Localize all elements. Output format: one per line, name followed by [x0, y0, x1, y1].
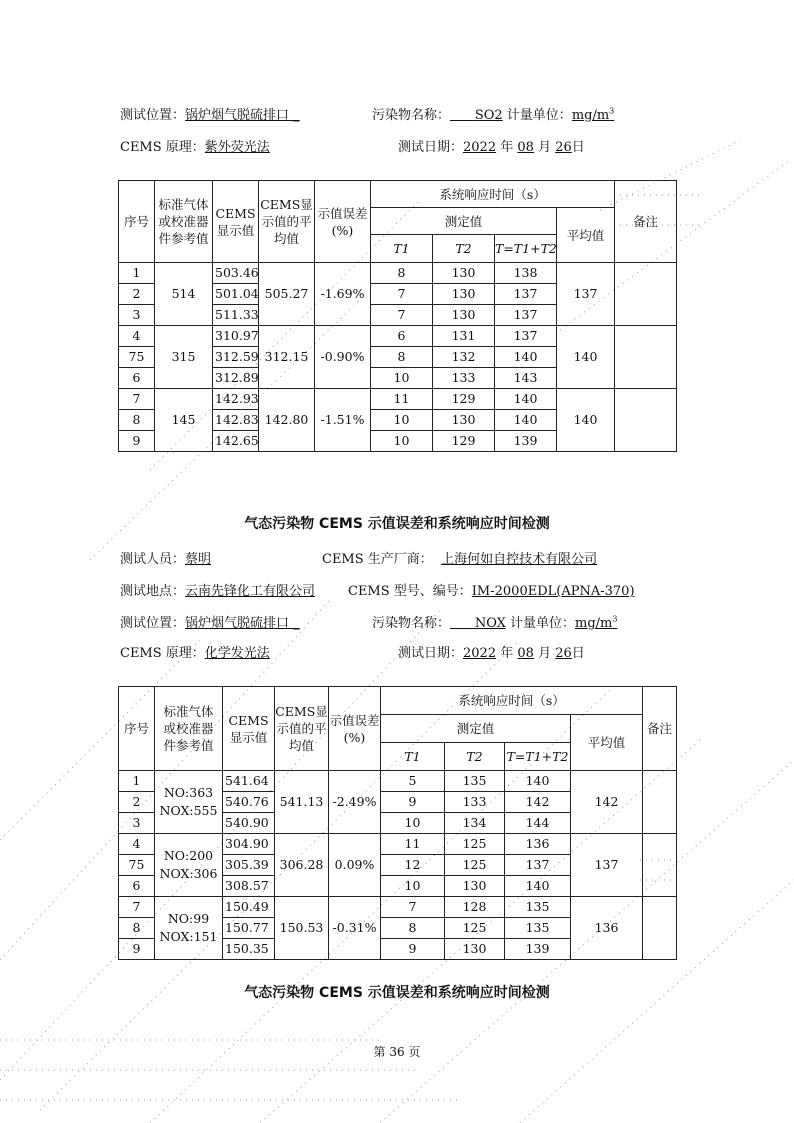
- response-average-value: 142: [571, 771, 643, 834]
- header-response-avg: 平均值: [557, 208, 615, 263]
- reference-value: 145: [155, 389, 213, 452]
- cems-average-value: 312.15: [259, 326, 315, 389]
- page-number: 第 36 页: [373, 1045, 421, 1059]
- cems-display-value: 150.49: [223, 897, 275, 918]
- row-seq: 6: [119, 368, 155, 389]
- table-row: [119, 389, 677, 410]
- indication-error-value: -1.69%: [315, 263, 371, 326]
- remark-cell: [615, 389, 677, 452]
- t2-header-seq: 序号: [119, 687, 155, 771]
- unit-label: 计量单位：: [506, 108, 572, 123]
- row-seq: 75: [119, 347, 155, 368]
- cems-average-value: 142.80: [259, 389, 315, 452]
- reference-value: [155, 834, 223, 897]
- header-error: 示值误差(%): [315, 181, 371, 263]
- t2-header-error: 示值误差(%): [329, 687, 381, 771]
- t2-header-cems-avg: CEMS显示值的平均值: [275, 687, 329, 771]
- so2-results-table: [118, 180, 677, 452]
- top-date-line: [398, 136, 585, 155]
- row-seq: 7: [119, 897, 155, 918]
- response-t1-value: 10: [371, 410, 433, 431]
- cems-display-value: 511.33: [213, 305, 259, 326]
- response-total-value: 140: [505, 876, 571, 897]
- response-total-value: 142: [505, 792, 571, 813]
- response-average-value: 136: [571, 897, 643, 960]
- response-total-value: 140: [505, 771, 571, 792]
- response-total-value: 139: [505, 939, 571, 960]
- t2-header-ref-value: 标准气体或校准器件参考值: [155, 687, 223, 771]
- response-t2-value: 129: [433, 431, 495, 452]
- unit-superscript: 3: [609, 106, 615, 116]
- s2-date-month: 08: [517, 646, 534, 661]
- cems-display-value: 540.76: [223, 792, 275, 813]
- indication-error-value: -2.49%: [329, 771, 381, 834]
- cems-display-value: 142.93: [213, 389, 259, 410]
- reference-value: 514: [155, 263, 213, 326]
- s2-pollutant-value: NOX: [474, 616, 506, 631]
- response-average-value: 137: [571, 834, 643, 897]
- date-year: 2022: [463, 140, 497, 155]
- response-total-value: 139: [495, 431, 557, 452]
- response-t2-value: 128: [445, 897, 505, 918]
- s2-location-line: 测试位置：锅炉烟气脱硫排口 _: [120, 616, 300, 631]
- response-t1-value: 6: [371, 326, 433, 347]
- s2-unit-value: mg/m: [575, 616, 613, 631]
- response-total-value: 135: [505, 897, 571, 918]
- cems-display-value: 142.65: [213, 431, 259, 452]
- s2-principle-label: CEMS 原理：: [120, 646, 205, 661]
- response-t1-value: 12: [381, 855, 445, 876]
- response-t1-value: 9: [381, 939, 445, 960]
- date-label: 测试日期：: [398, 140, 464, 155]
- t2-header-remark: 备注: [643, 687, 677, 771]
- remark-cell: [643, 771, 677, 834]
- s2-pollutant-line: [372, 612, 617, 631]
- site-label: 测试地点：: [120, 584, 186, 599]
- remark-cell: [615, 263, 677, 326]
- s2-date-month-suffix: 月: [538, 646, 552, 661]
- response-t1-value: 8: [371, 347, 433, 368]
- response-t1-value: 8: [371, 263, 433, 284]
- response-total-value: 137: [495, 305, 557, 326]
- response-t1-value: 10: [371, 431, 433, 452]
- t2-header-t: T=T1+T2: [505, 743, 571, 771]
- s2-test-location-label: 测试位置：: [120, 616, 186, 631]
- response-total-value: 140: [495, 347, 557, 368]
- s2-date-year: 2022: [463, 646, 497, 661]
- row-seq: 1: [119, 263, 155, 284]
- response-total-value: 137: [505, 855, 571, 876]
- date-day: 26: [555, 140, 572, 155]
- manufacturer-label: CEMS 生产厂商：: [322, 552, 433, 567]
- cems-display-value: 312.89: [213, 368, 259, 389]
- reference-value-no: NO:363: [163, 785, 214, 800]
- response-t2-value: 134: [445, 813, 505, 834]
- response-t2-value: 130: [433, 263, 495, 284]
- date-year-suffix: 年: [500, 140, 514, 155]
- response-t1-value: 7: [371, 305, 433, 326]
- row-seq: 7: [119, 389, 155, 410]
- s2-date-year-suffix: 年: [500, 646, 514, 661]
- row-seq: 2: [119, 792, 155, 813]
- reference-value-no: NO:99: [167, 911, 210, 926]
- response-t2-value: 125: [445, 918, 505, 939]
- reference-value: [155, 897, 223, 960]
- test-location-value: 锅炉烟气脱硫排口: [185, 108, 290, 123]
- response-t1-value: 7: [381, 897, 445, 918]
- header-measured: 测定值: [371, 208, 557, 235]
- response-average-value: 140: [557, 326, 615, 389]
- response-t1-value: 5: [381, 771, 445, 792]
- table-row: [119, 263, 677, 284]
- table-row: [119, 771, 677, 792]
- unit-value: mg/m: [571, 108, 610, 123]
- row-seq: 9: [119, 939, 155, 960]
- site-value: 云南先锋化工有限公司: [185, 584, 316, 599]
- t2-header-cems-display: CEMS显示值: [223, 687, 275, 771]
- model-label: CEMS 型号、编号：: [348, 584, 472, 599]
- cems-display-value: 503.46: [213, 263, 259, 284]
- cems-display-value: 308.57: [223, 876, 275, 897]
- s2-date-day-suffix: 日: [571, 646, 585, 661]
- response-t2-value: 133: [445, 792, 505, 813]
- reference-value-no: NO:200: [163, 848, 214, 863]
- site-line: [120, 580, 315, 599]
- s2-pollutant-label: 污染物名称：: [372, 616, 451, 631]
- indication-error-value: -0.90%: [315, 326, 371, 389]
- cems-average-value: 306.28: [275, 834, 329, 897]
- section2-heading: 气态污染物 CEMS 示值误差和系统响应时间检测: [244, 516, 550, 532]
- response-total-value: 144: [505, 813, 571, 834]
- principle-value: 紫外荧光法: [204, 140, 270, 155]
- model-value: IM-2000EDL(APNA-370): [471, 584, 635, 599]
- remark-cell: [615, 326, 677, 389]
- s2-date-label: 测试日期：: [398, 646, 464, 661]
- response-t1-value: 9: [381, 792, 445, 813]
- row-seq: 9: [119, 431, 155, 452]
- date-month-suffix: 月: [538, 140, 552, 155]
- header-seq: 序号: [119, 181, 155, 263]
- reference-value: 315: [155, 326, 213, 389]
- manufacturer-value: 上海何如自控技术有限公司: [441, 552, 598, 567]
- row-seq: 4: [119, 834, 155, 855]
- s2-unit-label: 计量单位：: [510, 616, 576, 631]
- response-total-value: 137: [495, 326, 557, 347]
- t2-header-measured: 测定值: [381, 715, 571, 743]
- reference-value-nox: NOX:151: [159, 929, 218, 944]
- principle-label: CEMS 原理：: [120, 140, 205, 155]
- response-t2-value: 130: [433, 410, 495, 431]
- table-row: [119, 897, 677, 918]
- t2-header-t1: T1: [381, 743, 445, 771]
- tester-label: 测试人员：: [120, 552, 186, 567]
- tester-line: [120, 548, 211, 567]
- table-row: [119, 834, 677, 855]
- response-t2-value: 135: [445, 771, 505, 792]
- response-total-value: 136: [505, 834, 571, 855]
- header-response-time: 系统响应时间（s）: [371, 181, 615, 208]
- t2-header-t2: T2: [445, 743, 505, 771]
- cems-display-value: 150.35: [223, 939, 275, 960]
- cems-display-value: 142.83: [213, 410, 259, 431]
- row-seq: 3: [119, 813, 155, 834]
- response-total-value: 135: [505, 918, 571, 939]
- row-seq: 4: [119, 326, 155, 347]
- header-t2: T2: [433, 235, 495, 263]
- response-total-value: 140: [495, 410, 557, 431]
- cems-display-value: 540.90: [223, 813, 275, 834]
- cems-display-value: 541.64: [223, 771, 275, 792]
- reference-value-nox: NOX:306: [159, 866, 218, 881]
- cems-display-value: 305.39: [223, 855, 275, 876]
- response-average-value: 137: [557, 263, 615, 326]
- response-total-value: 140: [495, 389, 557, 410]
- section3-heading: 气态污染物 CEMS 示值误差和系统响应时间检测: [244, 985, 550, 1001]
- t2-header-response-time: 系统响应时间（s）: [381, 687, 643, 715]
- row-seq: 75: [119, 855, 155, 876]
- indication-error-value: -1.51%: [315, 389, 371, 452]
- response-t2-value: 125: [445, 855, 505, 876]
- row-seq: 8: [119, 918, 155, 939]
- s2-principle-value: 化学发光法: [204, 646, 270, 661]
- response-t2-value: 130: [445, 939, 505, 960]
- cems-display-value: 310.97: [213, 326, 259, 347]
- cems-display-value: 304.90: [223, 834, 275, 855]
- indication-error-value: 0.09%: [329, 834, 381, 897]
- test-location-label: 测试位置：: [120, 108, 186, 123]
- header-t: T=T1+T2: [495, 235, 557, 263]
- remark-cell: [643, 897, 677, 960]
- row-seq: 6: [119, 876, 155, 897]
- cems-average-value: 150.53: [275, 897, 329, 960]
- cems-average-value: 541.13: [275, 771, 329, 834]
- nox-results-table: [118, 686, 677, 960]
- indication-error-value: -0.31%: [329, 897, 381, 960]
- reference-value-nox: NOX:555: [159, 803, 218, 818]
- model-line: [348, 580, 635, 599]
- header-ref-value: 标准气体或校准器件参考值: [155, 181, 213, 263]
- cems-display-value: 150.77: [223, 918, 275, 939]
- response-t2-value: 133: [433, 368, 495, 389]
- cems-display-value: 501.04: [213, 284, 259, 305]
- pollutant-value: SO2: [474, 108, 503, 123]
- response-total-value: 138: [495, 263, 557, 284]
- row-seq: 1: [119, 771, 155, 792]
- top-location-line: 测试位置：锅炉烟气脱硫排口 _: [120, 108, 300, 123]
- response-t1-value: 11: [381, 834, 445, 855]
- s2-date-line: [398, 642, 585, 661]
- header-cems-display: CEMS显示值: [213, 181, 259, 263]
- header-t1: T1: [371, 235, 433, 263]
- top-principle-line: [120, 136, 270, 155]
- table-row: [119, 326, 677, 347]
- response-total-value: 143: [495, 368, 557, 389]
- response-t1-value: 10: [381, 813, 445, 834]
- s2-unit-superscript: 3: [612, 614, 618, 624]
- response-t1-value: 8: [381, 918, 445, 939]
- t2-header-response-avg: 平均值: [571, 715, 643, 771]
- s2-test-location-value: 锅炉烟气脱硫排口: [185, 616, 290, 631]
- cems-display-value: 312.59: [213, 347, 259, 368]
- cems-average-value: 505.27: [259, 263, 315, 326]
- response-t2-value: 132: [433, 347, 495, 368]
- header-remark: 备注: [615, 181, 677, 263]
- row-seq: 2: [119, 284, 155, 305]
- reference-value: [155, 771, 223, 834]
- header-cems-avg: CEMS显示值的平均值: [259, 181, 315, 263]
- top-pollutant-line: [372, 104, 614, 123]
- row-seq: 8: [119, 410, 155, 431]
- response-average-value: 140: [557, 389, 615, 452]
- remark-cell: [643, 834, 677, 897]
- response-t2-value: 130: [445, 876, 505, 897]
- response-t1-value: 7: [371, 284, 433, 305]
- response-t2-value: 131: [433, 326, 495, 347]
- date-day-suffix: 日: [571, 140, 585, 155]
- row-seq: 3: [119, 305, 155, 326]
- response-t1-value: 10: [381, 876, 445, 897]
- response-t1-value: 11: [371, 389, 433, 410]
- date-month: 08: [517, 140, 534, 155]
- manufacturer-line: [322, 548, 597, 567]
- pollutant-label: 污染物名称：: [372, 108, 451, 123]
- s2-principle-line: [120, 642, 270, 661]
- response-t1-value: 10: [371, 368, 433, 389]
- response-t2-value: 130: [433, 305, 495, 326]
- s2-date-day: 26: [555, 646, 572, 661]
- response-total-value: 137: [495, 284, 557, 305]
- response-t2-value: 129: [433, 389, 495, 410]
- tester-value: 蔡明: [185, 552, 212, 567]
- response-t2-value: 125: [445, 834, 505, 855]
- response-t2-value: 130: [433, 284, 495, 305]
